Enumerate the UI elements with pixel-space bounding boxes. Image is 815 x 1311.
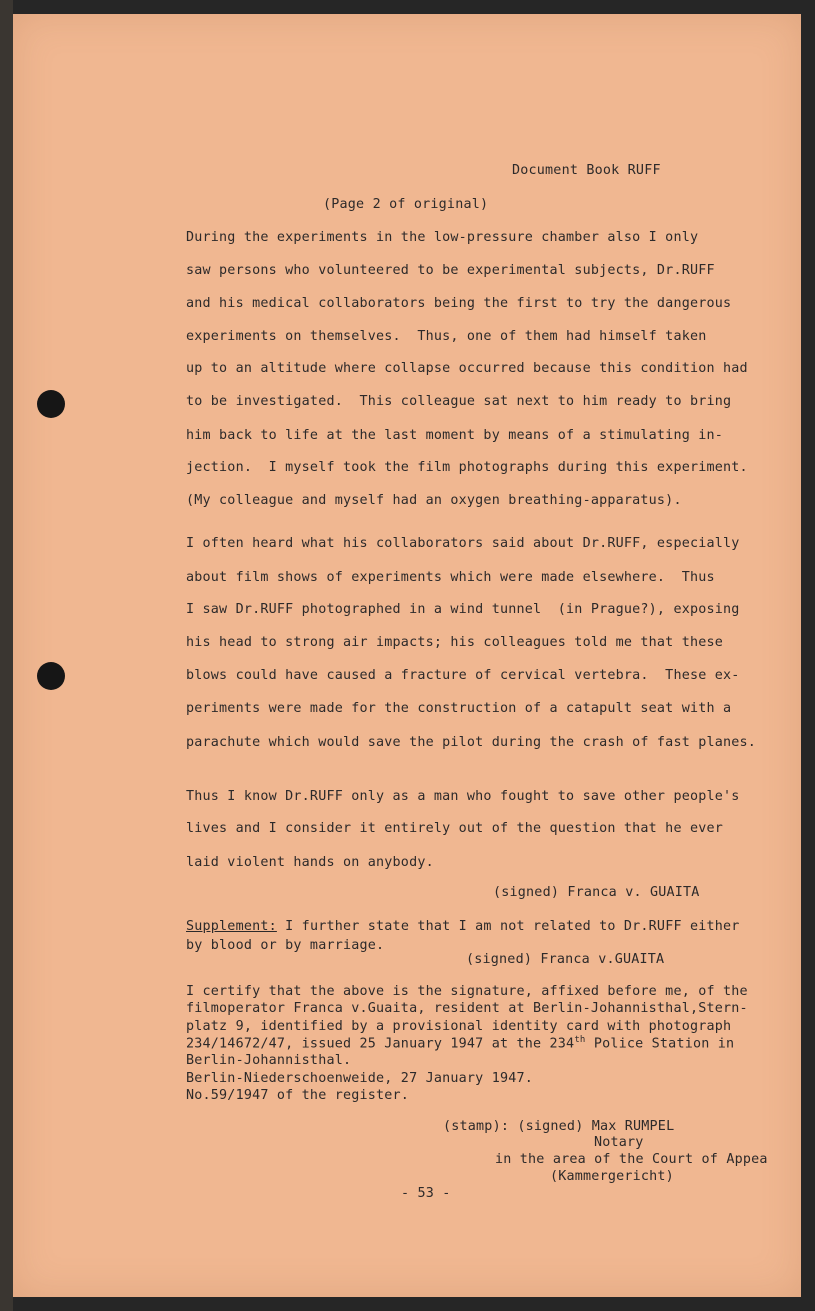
certification-line: platz 9, identified by a provisional identity card with photograph	[186, 1019, 732, 1034]
body-line: up to an altitude where collapse occurred because this condition had	[186, 361, 748, 376]
body-line: about film shows of experiments which were made elsewhere. Thus	[186, 570, 715, 585]
body-line: During the experiments in the low-pressure chamber also I only	[186, 230, 699, 245]
certification-line	[186, 1036, 734, 1051]
page-number: - 53 -	[401, 1186, 451, 1201]
notary-court-name: (Kammergericht)	[550, 1169, 674, 1184]
signature-line: (signed) Franca v. GUAITA	[493, 885, 700, 900]
supplement-line-2: by blood or by marriage.	[186, 938, 385, 953]
punch-hole-bottom	[37, 662, 65, 690]
certification-line: filmoperator Franca v.Guaita, resident at Berlin-Johannisthal,Stern-	[186, 1001, 748, 1016]
body-line: periments were made for the construction of a catapult seat with a	[186, 701, 732, 716]
certification-text: 234/14672/47, issued 25 January 1947 at the 234	[186, 1036, 575, 1052]
supplement-label: Supplement:	[186, 919, 277, 934]
body-line: to be investigated. This colleague sat next to him ready to bring	[186, 394, 732, 409]
body-line: laid violent hands on anybody.	[186, 855, 434, 870]
punch-hole-top	[37, 390, 65, 418]
document-title: Document Book RUFF	[512, 163, 661, 178]
register-number: No.59/1947 of the register.	[186, 1088, 410, 1103]
certification-place-date: Berlin-Niederschoenweide, 27 January 1947.	[186, 1071, 533, 1086]
supplement-text: I further state that I am not related to Dr.RUFF either	[276, 919, 740, 934]
certification-line: Berlin-Johannisthal.	[186, 1053, 352, 1068]
notary-title: Notary	[594, 1135, 644, 1150]
notary-court: in the area of the Court of Appea	[495, 1152, 768, 1167]
body-line: him back to life at the last moment by means of a stimulating in-	[186, 428, 724, 443]
certification-text: Police Station in	[585, 1036, 735, 1052]
body-line: saw persons who volunteered to be experimental subjects, Dr.RUFF	[186, 263, 715, 278]
body-line: experiments on themselves. Thus, one of them had himself taken	[186, 329, 707, 344]
body-line: Thus I know Dr.RUFF only as a man who fought to save other people's	[186, 789, 740, 804]
body-line: blows could have caused a fracture of cervical vertebra. These ex-	[186, 668, 740, 683]
supplement-line	[186, 920, 740, 933]
notary-signature: (stamp): (signed) Max RUMPEL	[443, 1119, 675, 1134]
page-note: (Page 2 of original)	[323, 197, 489, 212]
certification-line: I certify that the above is the signature, affixed before me, of the	[186, 984, 748, 999]
scan-border	[0, 0, 13, 1311]
body-line: lives and I consider it entirely out of the question that he ever	[186, 821, 724, 836]
body-line: jection. I myself took the film photographs during this experiment.	[186, 460, 748, 475]
signature-line: (signed) Franca v.GUAITA	[466, 952, 665, 967]
ordinal-suffix: th	[574, 1035, 586, 1045]
document-page	[13, 14, 801, 1297]
body-line: (My colleague and myself had an oxygen breathing-apparatus).	[186, 493, 682, 508]
body-line: I often heard what his collaborators said about Dr.RUFF, especially	[186, 536, 740, 551]
body-line: parachute which would save the pilot during the crash of fast planes.	[186, 735, 757, 750]
body-line: his head to strong air impacts; his colleagues told me that these	[186, 635, 724, 650]
body-line: I saw Dr.RUFF photographed in a wind tunnel (in Prague?), exposing	[186, 602, 740, 617]
body-line: and his medical collaborators being the first to try the dangerous	[186, 296, 732, 311]
